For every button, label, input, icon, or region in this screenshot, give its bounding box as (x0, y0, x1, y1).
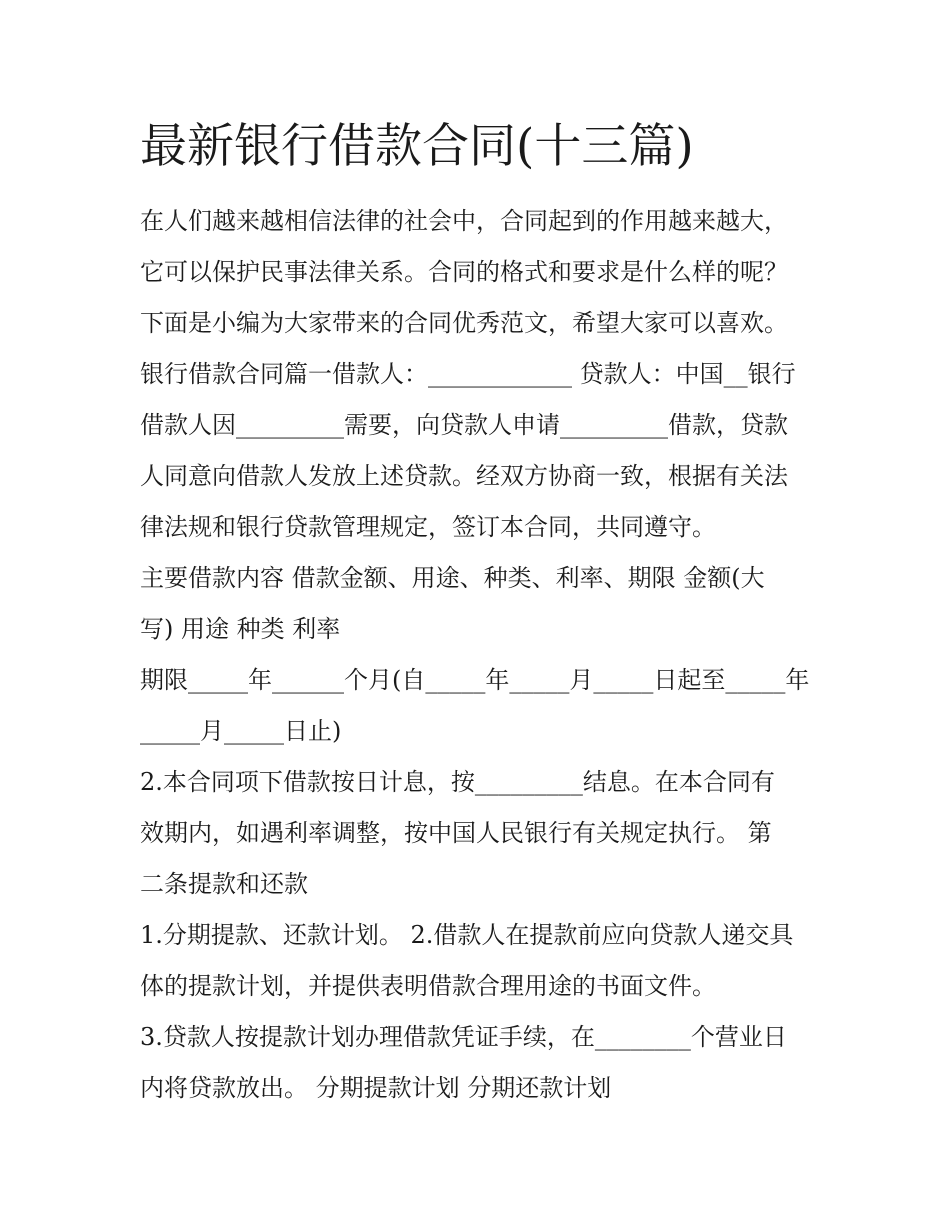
text-line: 1.分期提款、还款计划。 2.借款人在提款前应向贷款人递交具 (140, 921, 794, 949)
document-title: 最新银行借款合同(十三篇) (140, 119, 694, 174)
text-line: 效期内，如遇利率调整，按中国人民银行有关规定执行。 第 (140, 819, 772, 847)
text-line: 二条提款和还款 (140, 870, 308, 898)
text-line: 内将贷款放出。 分期提款计划 分期还款计划 (140, 1074, 612, 1102)
text-line: 人同意向借款人发放上述贷款。经双方协商一致，根据有关法 (140, 462, 788, 490)
text-line: 体的提款计划，并提供表明借款合理用途的书面文件。 (140, 972, 716, 1000)
text-line: 期限_____年______个月(自_____年_____月_____日起至_____年 (140, 666, 810, 694)
text-line: 银行借款合同篇一借款人：____________ 贷款人：中国__银行 (140, 360, 796, 388)
document-body (140, 196, 820, 1114)
text-line: 借款人因_________需要，向贷款人申请_________借款，贷款 (140, 411, 788, 439)
text-line: 写) 用途 种类 利率 (140, 615, 341, 643)
text-line: 3.贷款人按提款计划办理借款凭证手续，在________个营业日 (140, 1023, 787, 1051)
text-line: 律法规和银行贷款管理规定，签订本合同，共同遵守。 (140, 513, 716, 541)
text-line: 它可以保护民事法律关系。合同的格式和要求是什么样的呢？ (140, 258, 788, 286)
text-line: 在人们越来越相信法律的社会中，合同起到的作用越来越大， (140, 207, 788, 235)
text-line: 下面是小编为大家带来的合同优秀范文，希望大家可以喜欢。 (140, 309, 788, 337)
text-line: _____月_____日止) (140, 717, 342, 745)
text-line: 主要借款内容 借款金额、用途、种类、利率、期限 金额(大 (140, 564, 765, 592)
text-line: 2.本合同项下借款按日计息，按_________结息。在本合同有 (140, 768, 775, 796)
